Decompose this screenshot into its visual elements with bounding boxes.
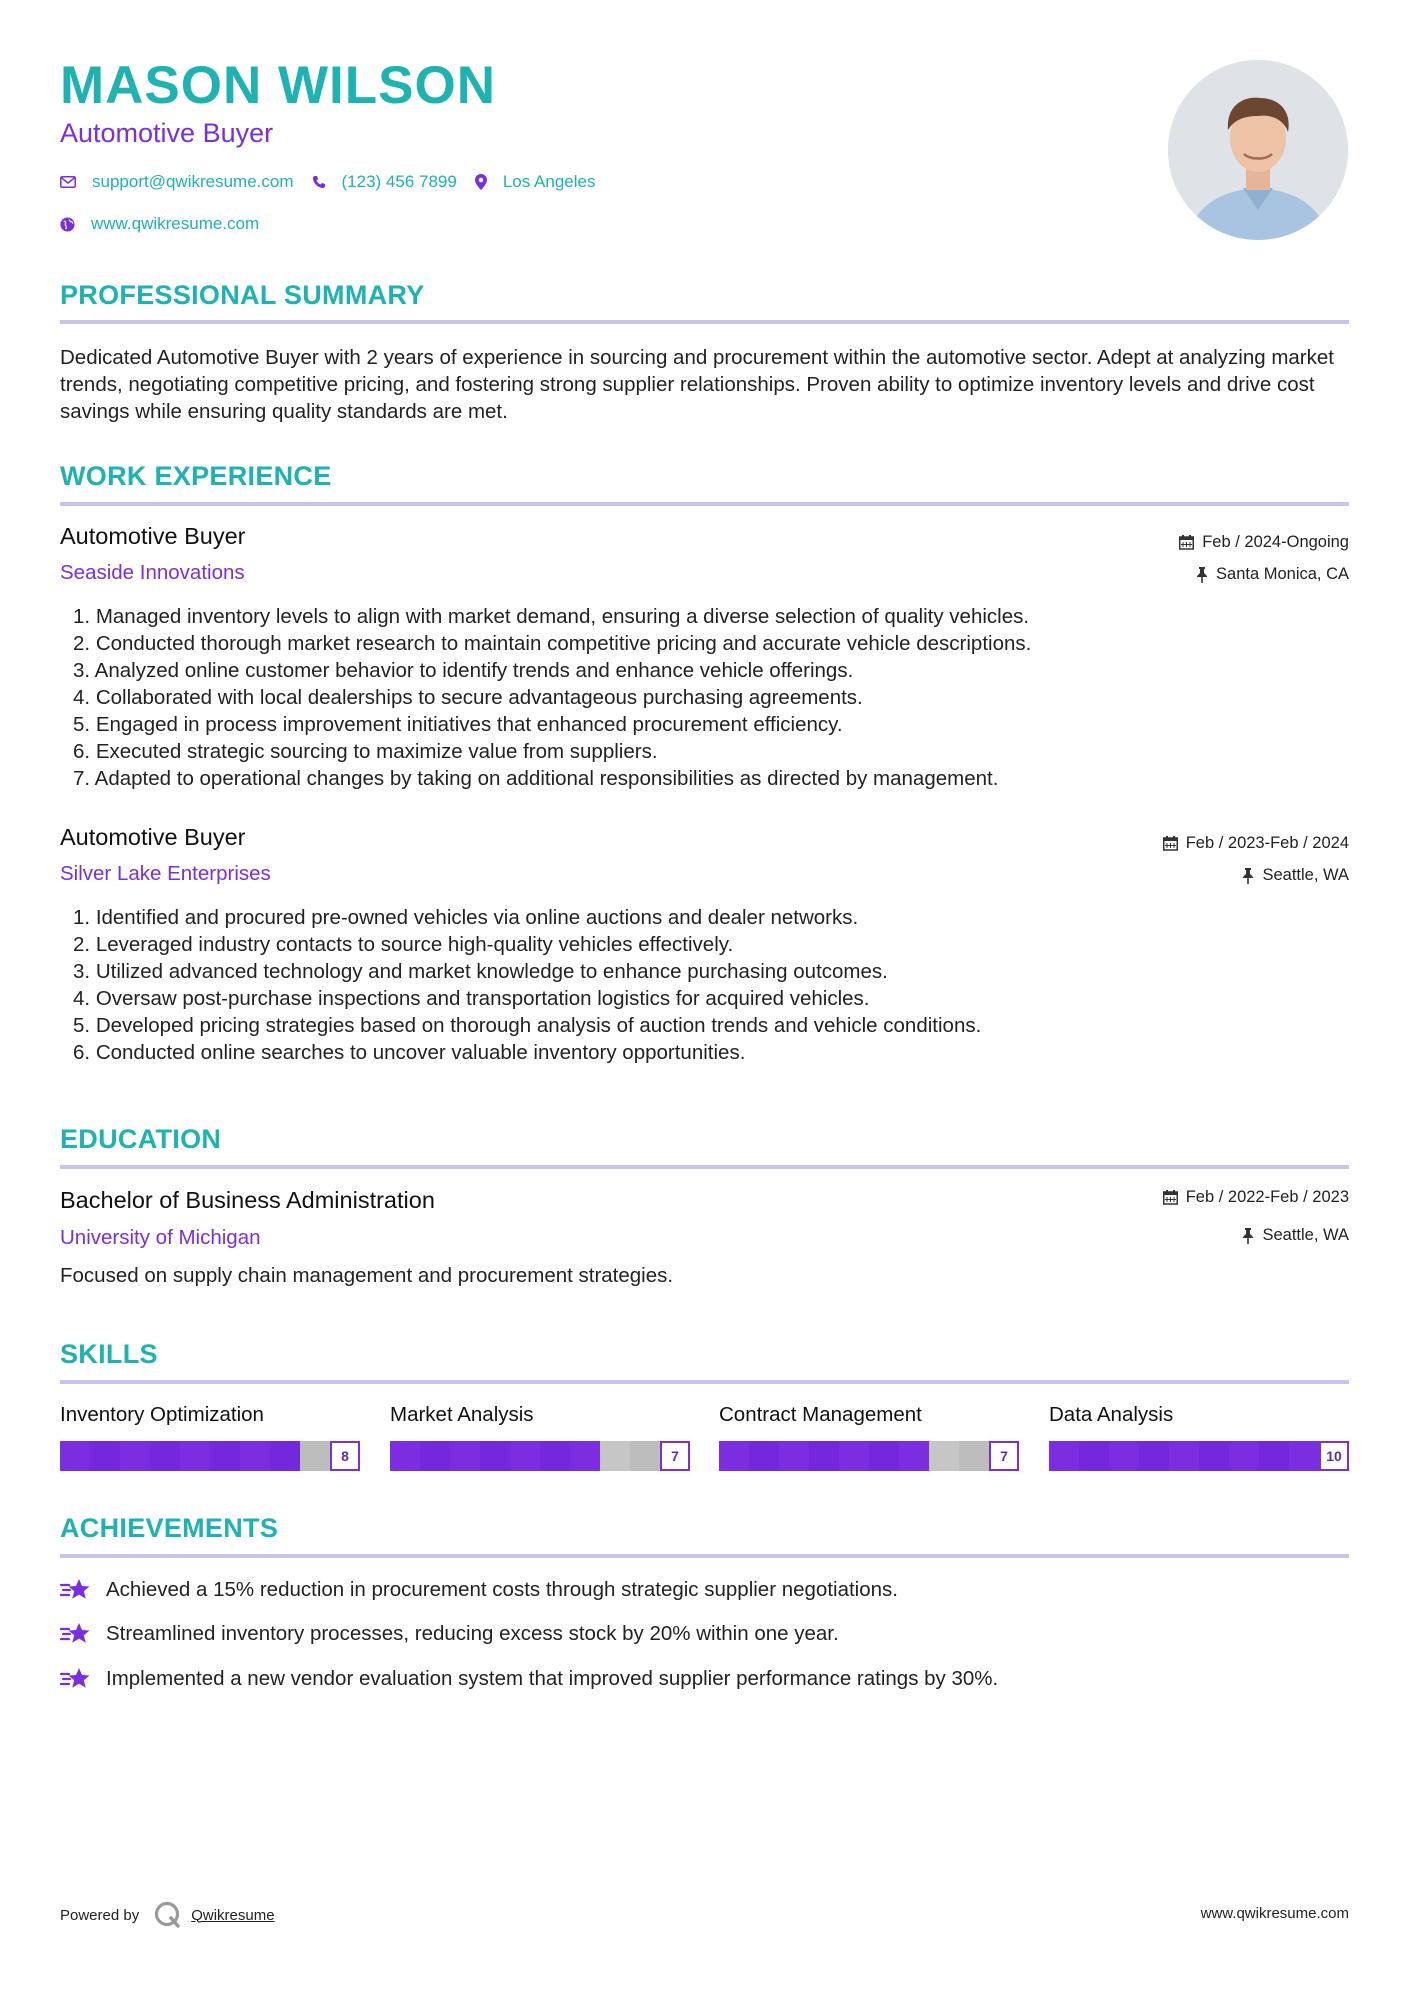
skill-level-segment xyxy=(1139,1441,1169,1471)
footer-powered-by xyxy=(60,1900,275,1930)
skill-level-bar xyxy=(1049,1441,1349,1471)
education-location-text: Seattle, WA xyxy=(1262,1226,1349,1244)
email-text: support@qwikresume.com xyxy=(92,172,294,191)
skill-level-segment xyxy=(869,1441,899,1471)
pushpin-icon xyxy=(1242,1228,1254,1244)
job-dates-text: Feb / 2023-Feb / 2024 xyxy=(1185,834,1349,852)
education-degree: Bachelor of Business Administration xyxy=(60,1187,435,1213)
candidate-name: MASON WILSON xyxy=(60,56,496,115)
contact-location xyxy=(475,172,596,192)
mail-icon xyxy=(60,176,76,188)
skill-level-bar xyxy=(719,1441,1019,1471)
globe-icon xyxy=(60,217,75,232)
skill-level-segment xyxy=(510,1441,540,1471)
job-role: Automotive Buyer xyxy=(60,523,246,549)
list-item: Conducted thorough market research to maintain competitive pricing and accurate vehicle descriptions. xyxy=(95,632,1032,655)
phone-text: (123) 456 7899 xyxy=(341,172,457,191)
summary-heading: PROFESSIONAL SUMMARY xyxy=(60,280,425,310)
footer-website[interactable]: www.qwikresume.com xyxy=(1200,1905,1349,1922)
list-item: Collaborated with local dealerships to secure advantageous purchasing agreements. xyxy=(95,686,863,709)
shooting-star-icon xyxy=(60,1666,92,1692)
section-divider xyxy=(60,1165,1349,1169)
skill-level-segment xyxy=(899,1441,929,1471)
skill-level-segment xyxy=(480,1441,510,1471)
skill-level-value: 10 xyxy=(1319,1441,1349,1471)
job-company: Seaside Innovations xyxy=(60,561,245,584)
map-pin-icon xyxy=(475,174,487,190)
location-text: Los Angeles xyxy=(502,172,596,191)
skill-item xyxy=(390,1403,690,1464)
job-dates-text: Feb / 2024-Ongoing xyxy=(1202,533,1349,551)
list-item: Utilized advanced technology and market knowledge to enhance purchasing outcomes. xyxy=(95,960,888,983)
shooting-star-icon xyxy=(60,1621,92,1647)
website-text: www.qwikresume.com xyxy=(91,214,260,233)
skill-level-bar xyxy=(390,1441,690,1471)
skill-level-segment xyxy=(270,1441,300,1471)
skill-level-segment xyxy=(1169,1441,1199,1471)
candidate-title: Automotive Buyer xyxy=(60,118,274,148)
contact-phone[interactable] xyxy=(312,172,457,192)
skill-item xyxy=(719,1403,1019,1464)
achievement-item xyxy=(60,1577,898,1603)
skill-level-segment xyxy=(60,1441,90,1471)
education-description: Focused on supply chain management and procurement strategies. xyxy=(60,1264,674,1287)
shooting-star-icon xyxy=(60,1577,92,1603)
skill-item xyxy=(1049,1403,1349,1464)
skill-level-value: 8 xyxy=(330,1441,360,1471)
skill-level-segment xyxy=(300,1441,330,1471)
section-divider xyxy=(60,320,1349,324)
job-dates xyxy=(1163,834,1349,853)
pushpin-icon xyxy=(1242,868,1254,884)
job-dates xyxy=(1179,533,1349,552)
list-item: Leveraged industry contacts to source high-quality vehicles effectively. xyxy=(95,933,734,956)
education-heading: EDUCATION xyxy=(60,1124,222,1154)
education-dates-text: Feb / 2022-Feb / 2023 xyxy=(1185,1188,1349,1206)
skill-level-segment xyxy=(150,1441,180,1471)
skill-level-segment xyxy=(420,1441,450,1471)
achievement-text: Implemented a new vendor evaluation system that improved supplier performance ratings by 30%. xyxy=(106,1667,999,1690)
skill-level-segment xyxy=(600,1441,630,1471)
skill-level-segment xyxy=(450,1441,480,1471)
skill-level-segment xyxy=(839,1441,869,1471)
job-location xyxy=(1242,866,1349,885)
achievement-text: Streamlined inventory processes, reducing excess stock by 20% within one year. xyxy=(106,1622,839,1645)
skill-level-segment xyxy=(540,1441,570,1471)
skill-level-segment xyxy=(1259,1441,1289,1471)
pushpin-icon xyxy=(1196,567,1208,583)
calendar-icon xyxy=(1163,836,1178,851)
job-role: Automotive Buyer xyxy=(60,824,246,850)
skill-level-segment xyxy=(719,1441,749,1471)
qwikresume-logo-icon xyxy=(153,1900,183,1930)
education-dates xyxy=(1163,1188,1349,1207)
phone-icon xyxy=(312,175,326,189)
contact-email[interactable] xyxy=(60,172,294,192)
skill-level-segment xyxy=(630,1441,660,1471)
job-location-text: Santa Monica, CA xyxy=(1216,565,1349,583)
skill-level-segment xyxy=(570,1441,600,1471)
website-row xyxy=(60,214,277,234)
job-duties-list xyxy=(55,904,1363,1066)
list-item: Developed pricing strategies based on thorough analysis of auction trends and vehicle conditions. xyxy=(95,1014,982,1037)
list-item: Managed inventory levels to align with market demand, ensuring a diverse selection of quality vehicles. xyxy=(95,605,1030,628)
list-item: Executed strategic sourcing to maximize value from suppliers. xyxy=(95,740,658,763)
contact-row xyxy=(60,172,613,192)
skill-level-bar xyxy=(60,1441,360,1471)
job-company: Silver Lake Enterprises xyxy=(60,862,271,885)
qwikresume-link[interactable]: Qwikresume xyxy=(191,1906,275,1924)
skill-level-segment xyxy=(1079,1441,1109,1471)
skill-level-segment xyxy=(240,1441,270,1471)
list-item: Oversaw post-purchase inspections and transportation logistics for acquired vehicles. xyxy=(95,987,870,1010)
list-item: Conducted online searches to uncover valuable inventory opportunities. xyxy=(95,1041,746,1064)
skill-level-segment xyxy=(809,1441,839,1471)
contact-website[interactable] xyxy=(60,214,259,234)
skill-level-value: 7 xyxy=(989,1441,1019,1471)
achievement-item xyxy=(60,1666,998,1692)
skill-level-segment xyxy=(1229,1441,1259,1471)
achievement-item xyxy=(60,1621,839,1647)
skill-level-segment xyxy=(749,1441,779,1471)
skill-name: Data Analysis xyxy=(1049,1403,1174,1426)
skill-level-segment xyxy=(90,1441,120,1471)
skill-item xyxy=(60,1403,360,1464)
skill-name: Contract Management xyxy=(719,1403,922,1426)
experience-heading: WORK EXPERIENCE xyxy=(60,461,332,491)
skill-name: Market Analysis xyxy=(390,1403,534,1426)
education-location xyxy=(1242,1226,1349,1245)
skill-name: Inventory Optimization xyxy=(60,1403,264,1426)
education-school: University of Michigan xyxy=(60,1226,261,1249)
section-divider xyxy=(60,1554,1349,1558)
skill-level-segment xyxy=(210,1441,240,1471)
achievement-text: Achieved a 15% reduction in procurement costs through strategic supplier negotiations. xyxy=(106,1578,898,1601)
skills-heading: SKILLS xyxy=(60,1339,158,1369)
list-item: Engaged in process improvement initiatives that enhanced procurement efficiency. xyxy=(95,713,843,736)
job-location-text: Seattle, WA xyxy=(1262,866,1349,884)
summary-text: Dedicated Automotive Buyer with 2 years of experience in sourcing and procurement within the automotive sector. Adept at analyzing market trends, negotiating competitive pricing, and fostering strong supplier relationships. Proven ability to optimize inventory levels and drive cost savings while ensuring quality standards are met. xyxy=(60,346,1334,423)
achievements-heading: ACHIEVEMENTS xyxy=(60,1513,279,1543)
skill-level-segment xyxy=(1199,1441,1229,1471)
skill-level-value: 7 xyxy=(660,1441,690,1471)
person-photo-icon xyxy=(1168,60,1348,240)
list-item: Adapted to operational changes by taking on additional responsibilities as directed by management. xyxy=(94,767,999,790)
section-divider xyxy=(60,1380,1349,1384)
list-item: Identified and procured pre-owned vehicles via online auctions and dealer networks. xyxy=(95,906,859,929)
skill-level-segment xyxy=(180,1441,210,1471)
calendar-icon xyxy=(1163,1190,1178,1205)
powered-by-label: Powered by xyxy=(60,1906,140,1924)
skill-level-segment xyxy=(779,1441,809,1471)
job-duties-list xyxy=(55,603,1363,792)
skill-level-segment xyxy=(929,1441,959,1471)
skill-level-segment xyxy=(120,1441,150,1471)
skill-level-segment xyxy=(1289,1441,1319,1471)
skill-level-segment xyxy=(1109,1441,1139,1471)
skill-level-segment xyxy=(1049,1441,1079,1471)
skill-level-segment xyxy=(390,1441,420,1471)
profile-photo xyxy=(1168,60,1348,240)
section-divider xyxy=(60,502,1349,506)
calendar-icon xyxy=(1179,535,1194,550)
skill-level-segment xyxy=(959,1441,989,1471)
job-location xyxy=(1196,565,1349,584)
list-item: Analyzed online customer behavior to identify trends and enhance vehicle offerings. xyxy=(94,659,854,682)
